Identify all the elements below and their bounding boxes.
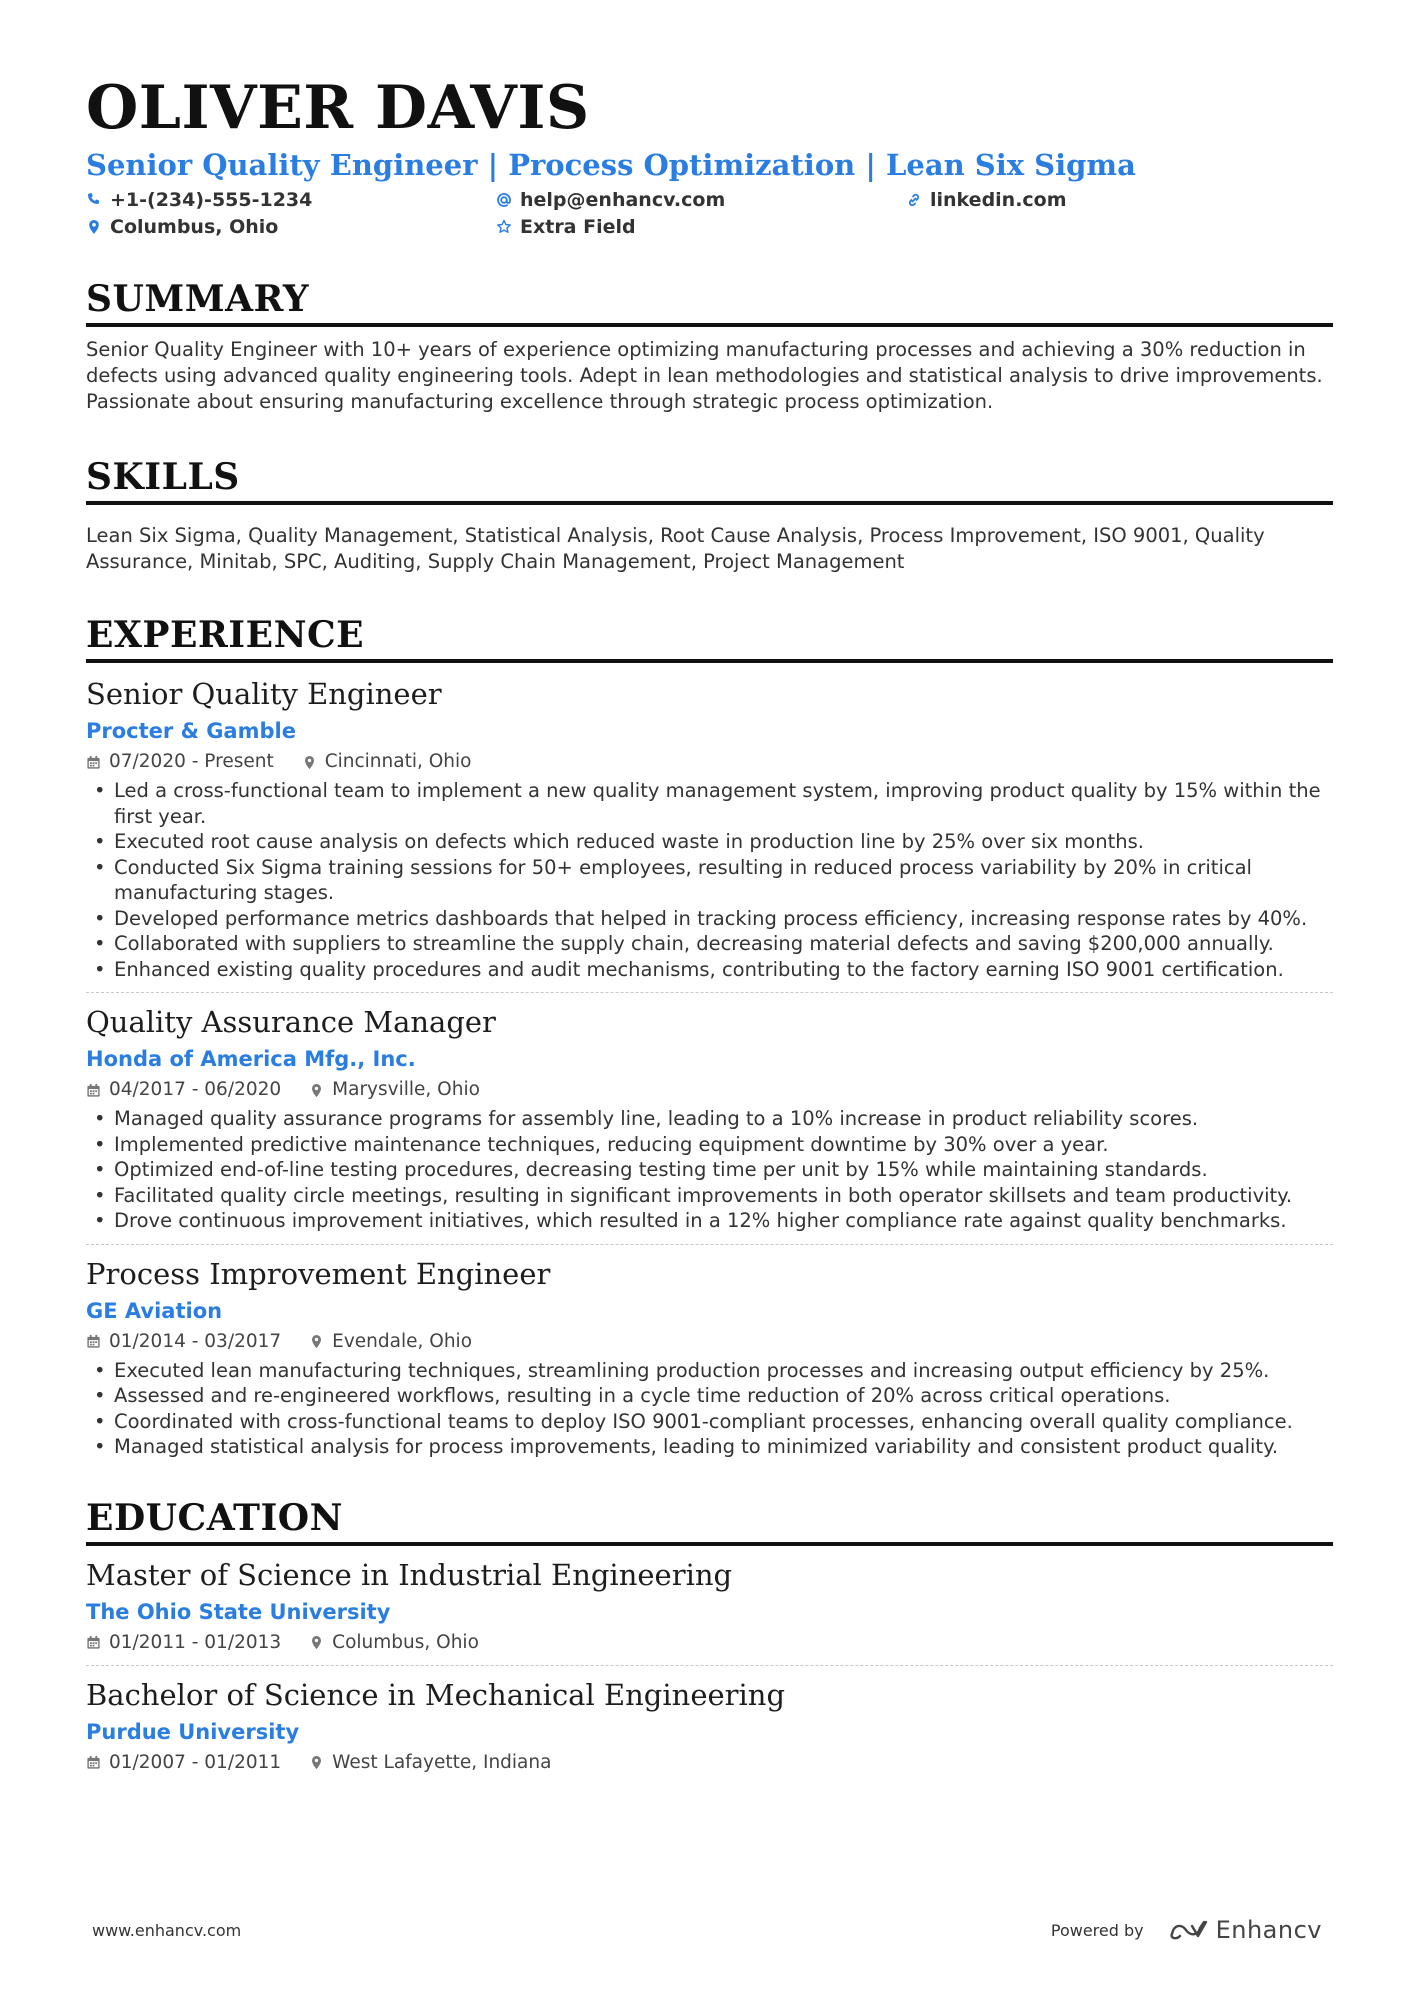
phone-text: +1-(234)-555-1234 bbox=[110, 189, 313, 211]
job-title: Quality Assurance Manager bbox=[86, 1005, 496, 1039]
candidate-headline: Senior Quality Engineer | Process Optimization | Lean Six Sigma bbox=[86, 148, 1136, 182]
contact-linkedin[interactable] bbox=[906, 188, 1316, 212]
linkedin-link[interactable]: linkedin.com bbox=[930, 189, 1067, 211]
list-item: • Executed lean manufacturing techniques, streamlining production processes and increasing output efficiency by 25%. bbox=[86, 1358, 1333, 1384]
list-item: • Collaborated with suppliers to streamline the supply chain, decreasing material defects and saving $200,000 annually. bbox=[86, 931, 1333, 957]
job-title: Senior Quality Engineer bbox=[86, 677, 442, 711]
company-name: Procter & Gamble bbox=[86, 719, 296, 743]
contact-info bbox=[86, 188, 1333, 239]
summary-title: SUMMARY bbox=[86, 278, 310, 320]
job-dates: 01/2014 - 03/2017 bbox=[109, 1330, 282, 1352]
summary-divider bbox=[86, 323, 1333, 327]
job-location: Cincinnati, Ohio bbox=[324, 751, 472, 772]
summary-section bbox=[86, 277, 1333, 415]
job-bullets bbox=[86, 1358, 1333, 1460]
calendar-icon bbox=[86, 755, 101, 770]
experience-divider bbox=[86, 659, 1333, 663]
list-item: • Implemented predictive maintenance techniques, reducing equipment downtime by 30% over a year. bbox=[86, 1132, 1333, 1158]
education-dates: 01/2011 - 01/2013 bbox=[109, 1631, 282, 1653]
skills-title: SKILLS bbox=[86, 456, 240, 498]
education-divider bbox=[86, 1542, 1333, 1546]
list-item: • Optimized end-of-line testing procedures, decreasing testing time per unit by 15% while maintaining standards. bbox=[86, 1157, 1333, 1183]
powered-by-label: Powered by bbox=[1050, 1920, 1144, 1940]
job-meta bbox=[86, 1330, 1333, 1354]
list-item: • Coordinated with cross-functional teams to deploy ISO 9001-compliant processes, enhancing overall quality compliance. bbox=[86, 1409, 1333, 1435]
list-item: • Managed statistical analysis for process improvements, leading to minimized variability and consistent product quality. bbox=[86, 1434, 1333, 1460]
job-bullets bbox=[86, 778, 1333, 982]
enhancv-brand-name: Enhancv bbox=[1215, 1916, 1322, 1944]
entry-separator bbox=[86, 992, 1333, 993]
location-pin-icon bbox=[309, 1334, 324, 1349]
job-meta bbox=[86, 750, 1333, 774]
contact-location bbox=[86, 215, 496, 239]
education-entry bbox=[86, 1556, 1333, 1655]
education-location: West Lafayette, Indiana bbox=[332, 1751, 552, 1773]
extra-field-text: Extra Field bbox=[520, 216, 636, 238]
calendar-icon bbox=[86, 1334, 101, 1349]
location-pin-icon bbox=[86, 219, 102, 235]
skills-section bbox=[86, 455, 1333, 575]
company-name: Honda of America Mfg., Inc. bbox=[86, 1047, 416, 1071]
star-icon bbox=[496, 219, 512, 235]
experience-entry bbox=[86, 1003, 1333, 1234]
list-item: • Assessed and re-engineered workflows, resulting in a cycle time reduction of 20% across critical operations. bbox=[86, 1383, 1333, 1409]
list-item: • Conducted Six Sigma training sessions for 50+ employees, resulting in reduced process variability by 20% in critical manufacturing stages. bbox=[86, 855, 1333, 906]
list-item: • Enhanced existing quality procedures and audit mechanisms, contributing to the factory earning ISO 9001 certification. bbox=[86, 957, 1333, 983]
job-title: Process Improvement Engineer bbox=[86, 1256, 551, 1291]
experience-title: EXPERIENCE bbox=[86, 614, 365, 656]
calendar-icon bbox=[86, 1755, 101, 1770]
job-location: Marysville, Ohio bbox=[332, 1079, 480, 1100]
calendar-icon bbox=[86, 1635, 101, 1650]
phone-icon bbox=[86, 192, 102, 208]
job-location: Evendale, Ohio bbox=[332, 1330, 473, 1352]
education-title: EDUCATION bbox=[86, 1496, 344, 1539]
resume-page bbox=[86, 72, 1333, 1775]
contact-email[interactable] bbox=[496, 188, 906, 212]
link-icon bbox=[906, 192, 922, 208]
job-bullets bbox=[86, 1106, 1333, 1234]
job-dates: 07/2020 - Present bbox=[109, 751, 274, 772]
experience-section bbox=[86, 613, 1333, 1460]
list-item: • Executed root cause analysis on defects which reduced waste in production line by 25% over six months. bbox=[86, 829, 1333, 855]
entry-separator bbox=[86, 1244, 1333, 1245]
experience-entry bbox=[86, 1255, 1333, 1460]
contact-extra bbox=[496, 215, 906, 239]
location-pin-icon bbox=[302, 755, 317, 770]
list-item: • Developed performance metrics dashboards that helped in tracking process efficiency, increasing response rates by 40%. bbox=[86, 906, 1333, 932]
entry-separator bbox=[86, 1665, 1333, 1666]
page-footer bbox=[92, 1916, 1322, 1944]
footer-website-link[interactable]: www.enhancv.com bbox=[92, 1920, 242, 1940]
education-meta bbox=[86, 1751, 1333, 1775]
degree-title: Bachelor of Science in Mechanical Engineering bbox=[86, 1677, 786, 1712]
location-pin-icon bbox=[309, 1635, 324, 1650]
location-pin-icon bbox=[309, 1755, 324, 1770]
school-name: Purdue University bbox=[86, 1719, 300, 1744]
education-section bbox=[86, 1496, 1333, 1775]
experience-entry bbox=[86, 675, 1333, 982]
education-entry bbox=[86, 1676, 1333, 1775]
summary-text: Senior Quality Engineer with 10+ years of experience optimizing manufacturing processes and achieving a 30% reduction in defects using advanced quality engineering tools. Adept in lean methodologies and statistical analysis to drive improvements. Passionate about ensuring manufacturing excellence through strategic process optimization. bbox=[86, 338, 1323, 413]
list-item: • Managed quality assurance programs for assembly line, leading to a 10% increase in product reliability scores. bbox=[86, 1106, 1333, 1132]
education-location: Columbus, Ohio bbox=[332, 1631, 479, 1653]
skills-text: Lean Six Sigma, Quality Management, Statistical Analysis, Root Cause Analysis, Process Improvement, ISO 9001, Quality Assurance, Minitab, SPC, Auditing, Supply Chain Management, Project Management bbox=[86, 524, 1265, 573]
company-name: GE Aviation bbox=[86, 1298, 223, 1323]
list-item: • Facilitated quality circle meetings, resulting in significant improvements in both operator skillsets and team productivity. bbox=[86, 1183, 1333, 1209]
enhancv-logo-icon bbox=[1168, 1918, 1212, 1942]
education-dates: 01/2007 - 01/2011 bbox=[109, 1751, 282, 1773]
candidate-name: OLIVER DAVIS bbox=[86, 73, 590, 143]
education-meta bbox=[86, 1631, 1333, 1655]
job-meta bbox=[86, 1078, 1333, 1102]
calendar-icon bbox=[86, 1083, 101, 1098]
job-dates: 04/2017 - 06/2020 bbox=[109, 1079, 282, 1100]
school-name: The Ohio State University bbox=[86, 1599, 391, 1624]
list-item: • Led a cross-functional team to implement a new quality management system, improving product quality by 15% within the first year. bbox=[86, 778, 1333, 829]
list-item: • Drove continuous improvement initiatives, which resulted in a 12% higher compliance rate against quality benchmarks. bbox=[86, 1208, 1333, 1234]
email-link[interactable]: help@enhancv.com bbox=[520, 189, 726, 211]
location-pin-icon bbox=[309, 1083, 324, 1098]
skills-divider bbox=[86, 501, 1333, 505]
powered-by bbox=[1051, 1916, 1322, 1944]
contact-phone bbox=[86, 188, 496, 212]
at-icon bbox=[496, 192, 512, 208]
degree-title: Master of Science in Industrial Engineering bbox=[86, 1557, 733, 1592]
location-text: Columbus, Ohio bbox=[110, 216, 279, 238]
